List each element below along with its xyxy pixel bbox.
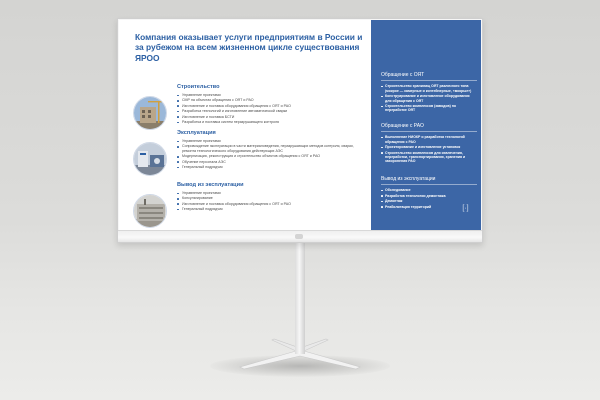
panel-list: [381, 84, 477, 112]
slide-right-panel: [371, 20, 481, 230]
list-item: Генеральный подрядчик: [177, 207, 367, 212]
list-item: Разработка технологии демонтажа: [381, 194, 477, 198]
panel-list: [381, 135, 477, 163]
monitor-chin: [118, 230, 482, 242]
section-bullet-list: [177, 93, 367, 125]
brand-corner-mark: [·]: [462, 205, 469, 212]
list-item: Выполнение НИОКР и разработка технологий обращения с РАО: [381, 135, 477, 144]
list-item: Изготовление и поставка оборудования обращения с ОЯТ и РАО: [177, 202, 367, 207]
display-monitor: [117, 18, 483, 243]
panel-section-rw: [381, 123, 477, 165]
section-heading: Строительство: [177, 84, 220, 90]
stand-pole: [295, 242, 305, 354]
list-item: Строительство комплексов для извлечения, переработки, транспортирования, хранения и захоронения РАО: [381, 151, 477, 164]
list-item: Обследование: [381, 188, 477, 192]
list-item: Демонтаж: [381, 199, 477, 203]
list-item: Управление проектами: [177, 93, 367, 98]
list-item: Модернизация, реконструкция и строительство объектов обращения с ОЯТ и РАО: [177, 154, 367, 159]
construction-photo-icon: [133, 96, 167, 130]
list-item: Изготовление и поставка БСТИ: [177, 115, 367, 120]
decommissioning-photo-icon: [133, 194, 167, 228]
list-item: Разработка технологий и изготовление автоматической сварки: [177, 109, 367, 114]
list-item: Строительство комплексов (заводов) по переработке ОЯТ: [381, 104, 477, 113]
operation-photo-icon: [133, 142, 167, 176]
panel-section-snf: [381, 72, 477, 114]
list-item: Разработка и поставка систем неразрушающего контроля: [177, 120, 367, 125]
list-item: Конструирование и изготовление оборудования для обращения с ОЯТ: [381, 94, 477, 103]
list-item: Управление проектами: [177, 191, 367, 196]
presentation-slide: [119, 20, 481, 230]
list-item: Реабилитация территорий: [381, 205, 477, 209]
slide-left-column: [119, 20, 371, 230]
section-heading: Эксплуатация: [177, 130, 216, 136]
section-bullet-list: [177, 139, 367, 171]
panel-heading: Вывод из эксплуатации: [381, 176, 477, 185]
list-item: Обучение персонала АЭС: [177, 160, 367, 165]
list-item: СМР на объектах обращения с ОЯТ и РАО: [177, 98, 367, 103]
slide-title: Компания оказывает услуги предприятиям в России и за рубежом на всем жизненном цикле существования ЯРОО: [135, 32, 363, 63]
panel-heading: Обращение с ОЯТ: [381, 72, 477, 81]
list-item: Проектирование и изготовление установок: [381, 145, 477, 149]
list-item: Изготовление и поставка оборудования обращения с ОЯТ и РАО: [177, 104, 367, 109]
section-heading: Вывод из эксплуатации: [177, 182, 244, 188]
list-item: Консультирование: [177, 196, 367, 201]
panel-heading: Обращение с РАО: [381, 123, 477, 132]
section-bullet-list: [177, 191, 367, 213]
list-item: Генеральный подрядчик: [177, 165, 367, 170]
list-item: Сопровождение эксплуатации в части материаловедения, неразрушающих методов контроля, сварки, ремонта технологического оборудования действующих АЭС: [177, 144, 367, 153]
list-item: Управление проектами: [177, 139, 367, 144]
list-item: Строительство хранилищ ОЯТ различного типа (мокрое — камерные и контейнерные, «мокрые»): [381, 84, 477, 93]
webcam-dot: [295, 234, 303, 239]
